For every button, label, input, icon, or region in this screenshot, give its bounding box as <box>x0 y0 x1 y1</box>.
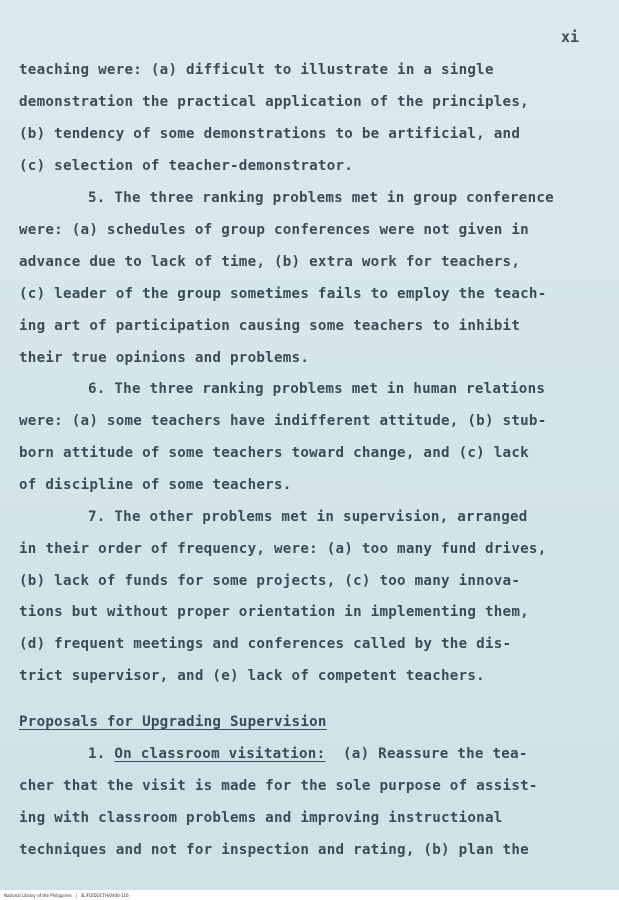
proposal-text: (a) Reassure the tea- <box>342 746 528 762</box>
text-line: techniques and not for inspection and rating, (b) plan the <box>19 842 529 858</box>
text-line: their true opinions and problems. <box>19 350 310 366</box>
text-line: cher that the visit is made for the sole purpose of assist- <box>19 778 538 794</box>
text-line: 6. The three ranking problems met in human relations <box>88 381 546 397</box>
text-line: were: (a) some teachers have indifferent attitude, (b) stub- <box>19 413 547 429</box>
text-line: teaching were: (a) difficult to illustrate in a single <box>19 62 494 78</box>
section-heading: Proposals for Upgrading Supervision <box>19 714 327 730</box>
proposal-line <box>88 746 528 762</box>
proposal-number: 1. <box>88 746 106 762</box>
proposal-label: On classroom visitation: <box>114 746 326 762</box>
footer-caption: National Library of the Philippines | SL/FD/DOCTH/0400-116 <box>4 893 129 898</box>
text-line: trict supervisor, and (e) lack of competent teachers. <box>19 668 485 684</box>
text-line: were: (a) schedules of group conferences were not given in <box>19 222 529 238</box>
text-line: in their order of frequency, were: (a) too many fund drives, <box>19 541 547 557</box>
text-line: of discipline of some teachers. <box>19 477 292 493</box>
text-line: (b) tendency of some demonstrations to be artificial, and <box>19 126 521 142</box>
text-line: ing with classroom problems and improving instructional <box>19 810 503 826</box>
text-line: born attitude of some teachers toward change, and (c) lack <box>19 445 529 461</box>
page-number: xi <box>561 28 580 46</box>
text-line: (c) selection of teacher-demonstrator. <box>19 158 354 174</box>
text-line: 7. The other problems met in supervision, arranged <box>88 509 528 525</box>
text-line: ing art of participation causing some teachers to inhibit <box>19 318 521 334</box>
text-line: tions but without proper orientation in implementing them, <box>19 604 529 620</box>
text-line: demonstration the practical application of the principles, <box>19 94 529 110</box>
text-line: (b) lack of funds for some projects, (c) too many innova- <box>19 573 521 589</box>
text-line: 5. The three ranking problems met in group conference <box>88 190 554 206</box>
text-line: (d) frequent meetings and conferences called by the dis- <box>19 636 512 652</box>
text-line: advance due to lack of time, (b) extra work for teachers, <box>19 254 521 270</box>
text-line: (c) leader of the group sometimes fails to employ the teach- <box>19 286 547 302</box>
